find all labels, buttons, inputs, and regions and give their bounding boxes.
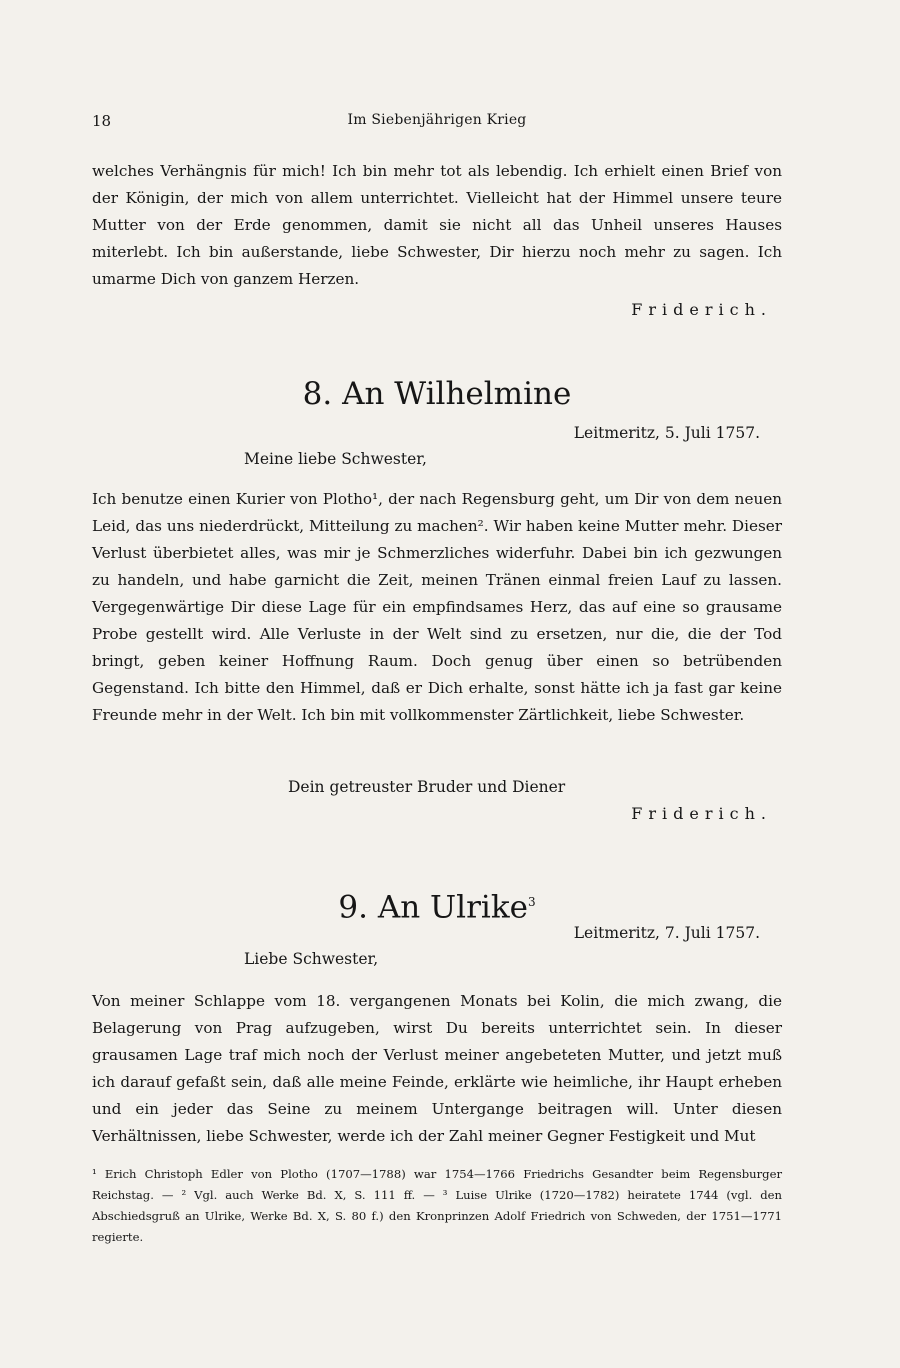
letter9-dateline: Leitmeritz, 7. Juli 1757. — [573, 924, 760, 942]
letter8-signature: Friderich. — [631, 804, 772, 823]
letter8-heading: 8. An Wilhelmine — [302, 376, 572, 412]
letter9-salutation: Liebe Schwester, — [244, 950, 379, 968]
letter9-heading: 9. An Ulrike — [338, 889, 528, 926]
running-title: Im Siebenjährigen Krieg — [347, 112, 527, 128]
letter7-end-paragraph: welches Verhängnis für mich! Ich bin mehr tot als lebendig. Ich erhielt einen Brief von der Königin, der mich von allem unterrichtet. Vielleicht hat der Himmel unsere teure Mutter von der Erde genommen, damit sie nicht all das Unheil unseres Hauses miterlebt. Ich bin außerstande, liebe Schwester, Dir hierzu noch mehr zu sagen. Ich umarme Dich von ganzem Herzen. — [92, 162, 782, 288]
page-number: 18 — [92, 112, 112, 130]
letter8-body: Ich benutze einen Kurier von Plotho¹, der nach Regensburg geht, um Dir von dem neuen Leid, das uns niederdrückt, Mitteilung zu machen². Wir haben keine Mutter mehr. Dieser Verlust überbietet alles, was mir je Schmerzliches widerfuhr. Dabei bin ich gezwungen zu handeln, und habe garnicht die Zeit, meinen Tränen einmal freien Lauf zu lassen. Vergegenwärtige Dir diese Lage für ein empfindsames Herz, das auf eine so grausame Probe gestellt wird. Alle Verluste in der Welt sind zu ersetzen, nur die, die der Tod bringt, geben keiner Hoffnung Raum. Doch genug über einen so betrübenden Gegenstand. Ich bitte den Himmel, daß er Dich erhalte, sonst hätte ich ja fast gar keine Freunde mehr in der Welt. Ich bin mit vollkommenster Zärtlichkeit, liebe Schwester. — [92, 490, 782, 724]
letter8-closing: Dein getreuster Bruder und Diener — [288, 778, 566, 796]
letter7-signature: Friderich. — [631, 300, 772, 319]
letter9-body: Von meiner Schlappe vom 18. vergangenen Monats bei Kolin, die mich zwang, die Belagerung von Prag aufzugeben, wirst Du bereits unterrichtet sein. In dieser grausamen Lage traf mich noch der Verlust meiner angebeteten Mutter, und jetzt muß ich darauf gefaßt sein, daß alle meine Feinde, erklärte wie heimliche, ihr Haupt erheben und ein jeder das Seine zu meinem Untergange beitragen will. Unter diesen Verhältnissen, liebe Schwester, werde ich der Zahl meiner Gegner Festigkeit und Mut — [92, 992, 782, 1145]
footnotes: ¹ Erich Christoph Edler von Plotho (1707—1788) war 1754—1766 Friedrichs Gesandter beim Regensburger Reichstag. — ² Vgl. auch Werke Bd. X, S. 111 ff. — ³ Luise Ulrike (1720—1782) heiratete 1744 (vgl. den Abschiedsgruß an Ulrike, Werke Bd. X, S. 80 f.) den Kronprinzen Adolf Friedrich von Schweden, der 1751—1771 regierte. — [92, 1167, 782, 1244]
letter8-salutation: Meine liebe Schwester, — [244, 450, 427, 468]
footnote-ref-3: 3 — [527, 895, 536, 909]
letter8-dateline: Leitmeritz, 5. Juli 1757. — [573, 424, 760, 442]
letter9-heading-wrap — [92, 882, 782, 927]
running-head — [92, 112, 782, 136]
